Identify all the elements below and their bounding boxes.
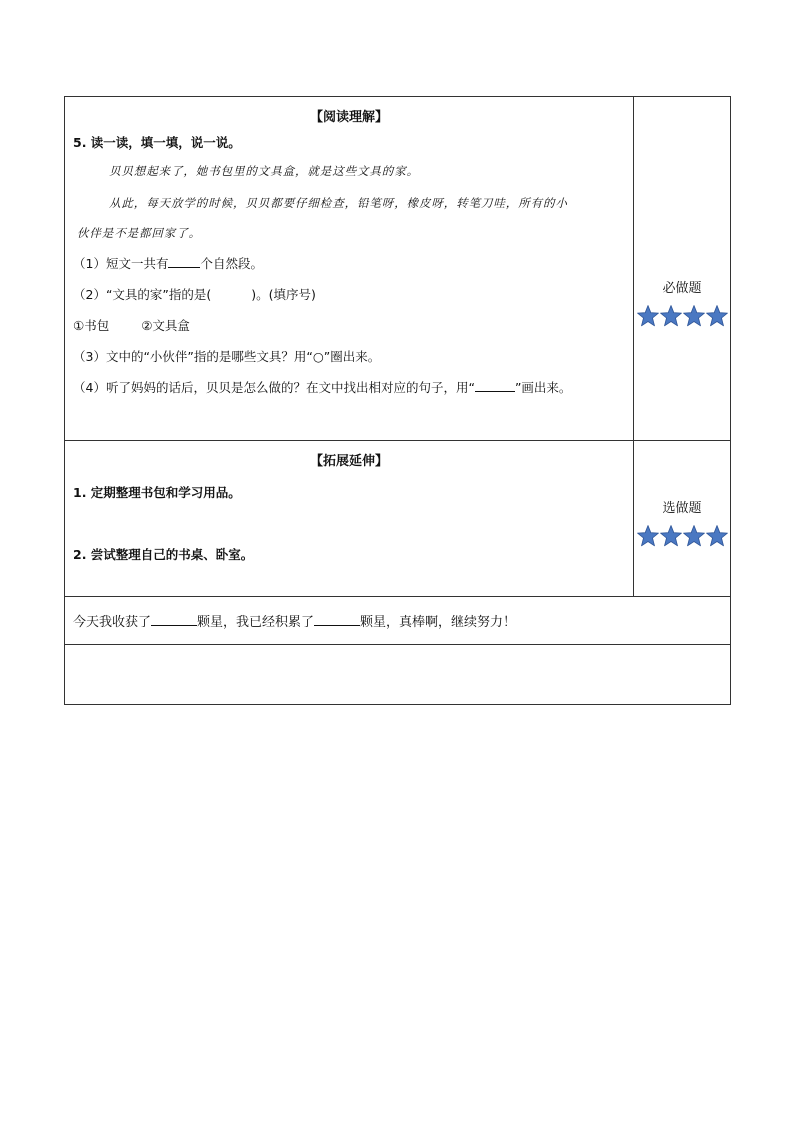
- reading-question-title: 5. 读一读，填一填，说一说。: [73, 135, 241, 150]
- star-icon: [636, 524, 660, 548]
- passage-paragraph-2-line-1: 从此，每天放学的时候，贝贝都要仔细检查，铅笔呀，橡皮呀，转笔刀哇，所有的小: [109, 196, 568, 210]
- extension-item-2: 2. 尝试整理自己的书桌、卧室。: [73, 547, 254, 562]
- reading-section: [65, 97, 634, 441]
- extension-heading: 【拓展延伸】: [309, 454, 388, 469]
- star-icon: [682, 304, 706, 328]
- options-row: [73, 316, 633, 334]
- passage-paragraph-1: 贝贝想起来了，她书包里的文具盒，就是这些文具的家。: [109, 164, 419, 178]
- option-2: ②文具盒: [141, 318, 190, 333]
- answer-underline-sample: [475, 379, 515, 392]
- passage-paragraph-2-line-2: 伙伴是不是都回家了。: [77, 226, 201, 240]
- summary-text-3: 颗星，真棒啊，继续努力！: [360, 615, 517, 630]
- worksheet-table: [64, 96, 731, 705]
- reading-difficulty-cell: [634, 97, 731, 441]
- stars-earned-blank[interactable]: [151, 613, 197, 626]
- extension-difficulty-cell: [634, 441, 731, 597]
- worksheet: [64, 96, 728, 706]
- sub-question-1-text: （1）短文一共有: [73, 256, 169, 271]
- summary-sentence: [65, 597, 730, 630]
- difficulty-label-required: 必做题: [662, 281, 702, 296]
- option-1: ①书包: [73, 318, 110, 333]
- sub-question-4-text: （4）听了妈妈的话后，贝贝是怎么做的？在文中找出相对应的句子，用“: [73, 380, 475, 395]
- sub-question-1: [73, 254, 633, 272]
- star-icon: [682, 524, 706, 548]
- stars-total-blank[interactable]: [314, 613, 360, 626]
- answer-blank[interactable]: [168, 255, 200, 268]
- sub-question-2: [73, 285, 633, 303]
- sub-question-4: [73, 378, 633, 396]
- sub-question-1-suffix: 个自然段。: [200, 256, 263, 271]
- star-rating-optional: [634, 524, 730, 548]
- extension-section: [65, 441, 634, 597]
- reading-heading: 【阅读理解】: [309, 110, 388, 125]
- star-icon: [636, 304, 660, 328]
- star-rating-required: [634, 304, 730, 328]
- summary-row: [65, 597, 731, 645]
- star-icon: [659, 524, 683, 548]
- extension-item-1: 1. 定期整理书包和学习用品。: [73, 485, 241, 500]
- star-icon: [659, 304, 683, 328]
- difficulty-label-optional: 选做题: [662, 501, 702, 516]
- summary-text-1: 今天我收获了: [73, 615, 152, 630]
- empty-notes-row: [65, 645, 731, 705]
- summary-text-2: 颗星，我已经积累了: [197, 615, 315, 630]
- sub-question-2-suffix: )。(填序号): [251, 287, 316, 302]
- star-icon: [705, 524, 729, 548]
- sub-question-4-suffix: ”画出来。: [514, 380, 572, 395]
- sub-question-2-text: （2）“文具的家”指的是(: [73, 287, 212, 302]
- sub-question-3: （3）文中的“小伙伴”指的是哪些文具？用“○”圈出来。: [73, 349, 381, 364]
- star-icon: [705, 304, 729, 328]
